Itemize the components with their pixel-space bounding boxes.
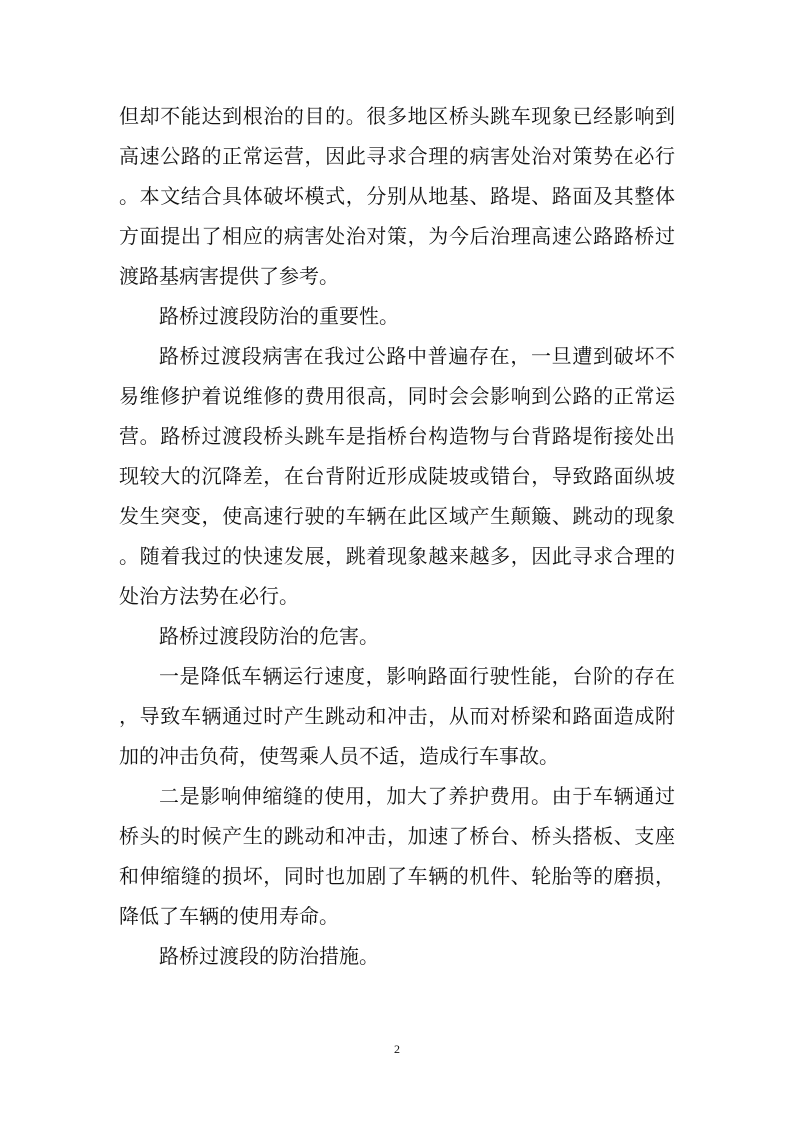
heading-measures: 路桥过渡段的防治措施。 bbox=[159, 944, 379, 968]
heading-hazards: 路桥过渡段防治的危害。 bbox=[159, 624, 379, 648]
body-text bbox=[119, 96, 675, 976]
paragraph-hazard-two: 二是影响伸缩缝的使用，加大了养护费用。由于车辆通过桥头的时候产生的跳动和冲击，加速了桥台、桥头搭板、支座和伸缩缝的损坏，同时也加剧了车辆的机件、轮胎等的磨损，降低了车辆的使用寿命。 bbox=[119, 784, 675, 928]
heading-importance: 路桥过渡段防治的重要性。 bbox=[159, 304, 399, 328]
paragraph-continuation: 但却不能达到根治的目的。很多地区桥头跳车现象已经影响到高速公路的正常运营，因此寻求合理的病害处治对策势在必行。本文结合具体破坏模式，分别从地基、路堤、路面及其整体方面提出了相应的病害处治对策，为今后治理高速公路路桥过渡路基病害提供了参考。 bbox=[119, 104, 675, 288]
page-number: 2 bbox=[394, 1042, 400, 1056]
paragraph-hazard-one: 一是降低车辆运行速度，影响路面行驶性能，台阶的存在，导致车辆通过时产生跳动和冲击，从而对桥梁和路面造成附加的冲击负荷，使驾乘人员不适，造成行车事故。 bbox=[119, 664, 675, 768]
paragraph-importance: 路桥过渡段病害在我过公路中普遍存在，一旦遭到破坏不易维修护着说维修的费用很高，同时会会影响到公路的正常运营。路桥过渡段桥头跳车是指桥台构造物与台背路堤衔接处出现较大的沉降差，在台背附近形成陡坡或错台，导致路面纵坡发生突变，使高速行驶的车辆在此区域产生颠簸、跳动的现象。随着我过的快速发展，跳着现象越来越多，因此寻求合理的处治方法势在必行。 bbox=[119, 344, 675, 608]
